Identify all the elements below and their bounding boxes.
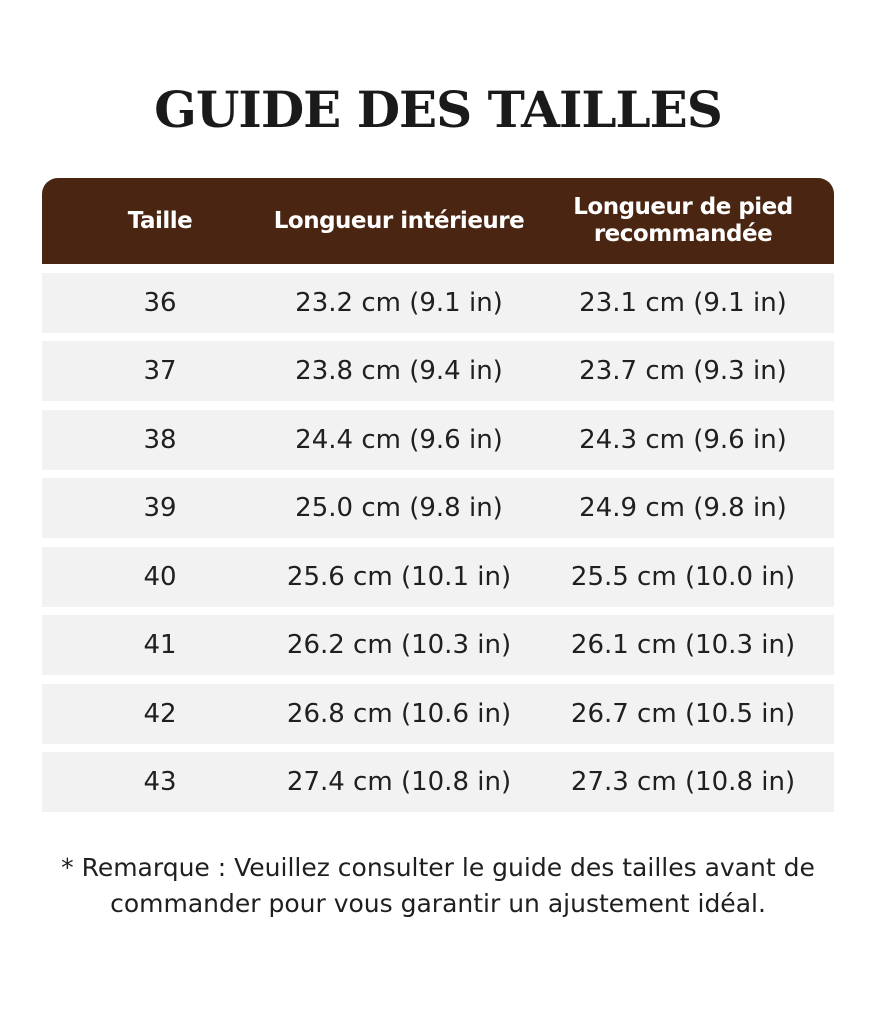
inner-length-cell: 23.8 cm (9.4 in) [295, 356, 503, 386]
inner-length-cell: 25.6 cm (10.1 in) [286, 561, 512, 592]
size-table-header [42, 178, 834, 264]
table-row [42, 684, 834, 744]
size-cell: 36 [143, 287, 177, 318]
size-cell: 39 [143, 493, 177, 523]
table-row [42, 410, 834, 470]
size-table-body [42, 264, 834, 821]
size-cell: 40 [143, 561, 177, 592]
sizing-note: * Remarque : Veuillez consulter le guide des tailles avant de commander pour vous garantir un ajustement idéal. [61, 853, 815, 918]
table-row [42, 752, 834, 812]
table-row [42, 478, 834, 538]
inner-length-cell: 26.8 cm (10.6 in) [286, 698, 512, 729]
table-row [42, 615, 834, 675]
table-row [42, 341, 834, 401]
foot-length-cell: 24.3 cm (9.6 in) [579, 424, 787, 455]
table-row [42, 273, 834, 333]
inner-length-cell: 23.2 cm (9.1 in) [295, 287, 503, 318]
foot-length-cell: 24.9 cm (9.8 in) [579, 493, 787, 523]
column-header-inner-length: Longueur intérieure [273, 207, 525, 234]
column-header-foot-length: Longueur de pied recommandée [573, 194, 793, 247]
foot-length-cell: 23.7 cm (9.3 in) [579, 356, 787, 386]
inner-length-cell: 27.4 cm (10.8 in) [286, 767, 512, 797]
foot-length-cell: 27.3 cm (10.8 in) [570, 767, 796, 797]
foot-length-cell: 26.7 cm (10.5 in) [570, 698, 796, 729]
size-cell: 43 [143, 767, 177, 797]
page-title: GUIDE DES TAILLES [154, 80, 722, 139]
foot-length-cell: 25.5 cm (10.0 in) [570, 561, 796, 592]
column-header-size: Taille [127, 207, 193, 234]
size-cell: 41 [143, 630, 177, 660]
size-cell: 38 [143, 424, 177, 455]
foot-length-cell: 26.1 cm (10.3 in) [570, 630, 796, 660]
foot-length-cell: 23.1 cm (9.1 in) [579, 287, 787, 318]
inner-length-cell: 26.2 cm (10.3 in) [286, 630, 512, 660]
size-cell: 42 [143, 698, 177, 729]
inner-length-cell: 24.4 cm (9.6 in) [295, 424, 503, 455]
table-row [42, 547, 834, 607]
size-cell: 37 [143, 356, 177, 386]
inner-length-cell: 25.0 cm (9.8 in) [295, 493, 503, 523]
